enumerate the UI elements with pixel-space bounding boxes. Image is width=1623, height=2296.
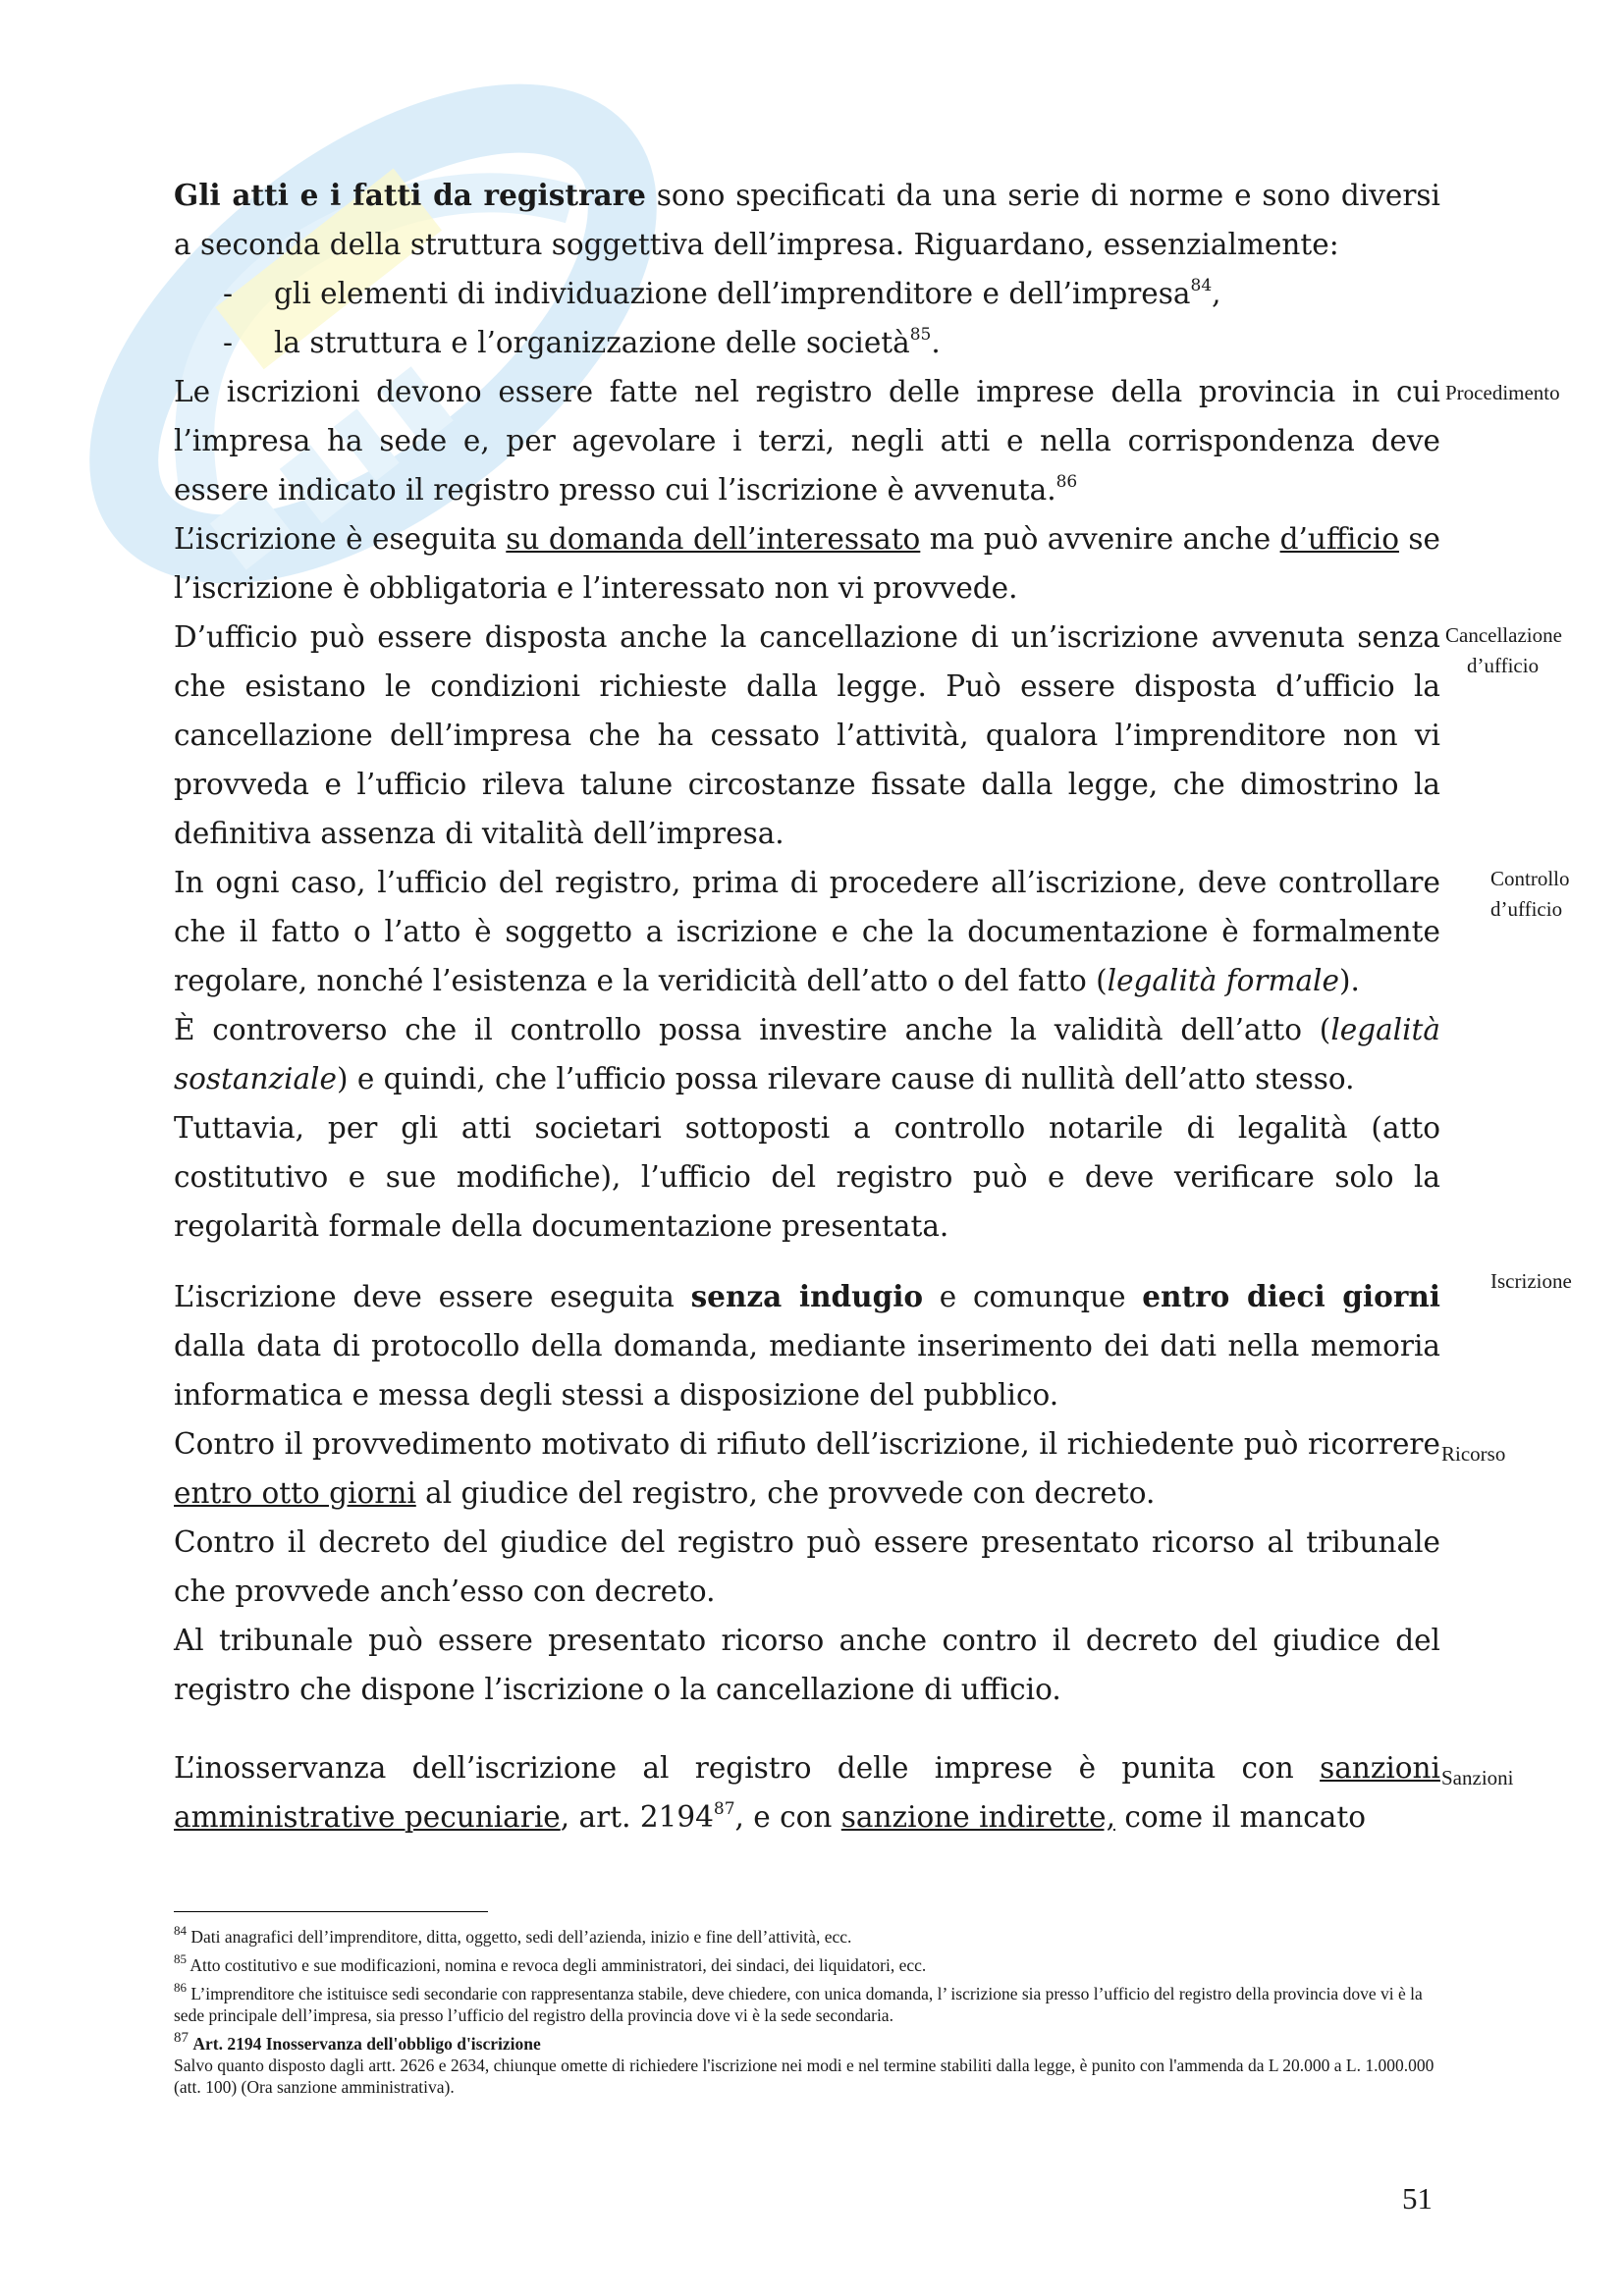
footnote-separator	[174, 1911, 488, 1912]
paragraph-text: L’iscrizione deve essere eseguita	[174, 1280, 691, 1313]
margin-note-sanzioni: Sanzioni	[1441, 1766, 1514, 1789]
margin-note-ricorso: Ricorso	[1441, 1442, 1506, 1466]
paragraph-text: In ogni caso, l’ufficio del registro, prima di procedere all’iscrizione, deve controllare che il fatto o l’atto è soggetto a iscrizione e che la documentazione è formalmente regolare, nonché l’esistenza e la veridicità dell’atto o del fatto (	[174, 866, 1440, 997]
underlined-phrase: su domanda dell’interessato	[506, 522, 921, 556]
paragraph-senza-indugio	[174, 1272, 1440, 1419]
footnote-text: Atto costitutivo e sue modificazioni, nomina e revoca degli amministratori, dei sindaci, dei liquidatori, ecc.	[189, 1955, 927, 1975]
paragraph-controllo	[174, 858, 1440, 1005]
bullet-list	[174, 269, 1440, 367]
margin-note-cancellazione	[1445, 620, 1562, 681]
paragraph-text: ma può avvenire anche	[920, 522, 1280, 556]
paragraph-text: ) e quindi, che l’ufficio possa rilevare cause di nullità dell’atto stesso.	[336, 1062, 1355, 1095]
list-item	[223, 269, 1440, 318]
paragraph-controverso	[174, 1005, 1440, 1103]
paragraph-text: Contro il provvedimento motivato di rifiuto dell’iscrizione, il richiedente può ricorrere	[174, 1427, 1440, 1461]
dash-bullet: -	[223, 277, 233, 310]
footnote-84	[174, 1923, 1440, 1948]
footnote-number: 86	[174, 1980, 187, 1996]
margin-note-procedimento: Procedimento	[1445, 381, 1560, 404]
bold-phrase: entro dieci giorni	[1142, 1279, 1441, 1313]
italic-phrase: legalità formale	[1107, 964, 1339, 997]
footnote-ref-86[interactable]: 86	[1055, 472, 1078, 493]
page-number: 51	[1402, 2181, 1433, 2216]
paragraph-decreto: Contro il decreto del giudice del registro può essere presentato ricorso al tribunale che provvede anch’esso con decreto.	[174, 1525, 1440, 1608]
footnote-number: 87	[174, 2030, 189, 2047]
main-text	[174, 171, 1440, 1842]
paragraph-text: L’iscrizione è eseguita	[174, 522, 507, 556]
margin-note-line: d’ufficio	[1467, 654, 1540, 677]
footnote-number: 85	[174, 1951, 187, 1967]
footnotes	[174, 1923, 1440, 2105]
footnote-ref-84[interactable]: 84	[1190, 276, 1213, 296]
bold-phrase: senza indugio	[690, 1279, 924, 1313]
paragraph-text: al giudice del registro, che provvede con decreto.	[415, 1476, 1156, 1510]
footnote-87-title	[174, 2030, 1440, 2055]
paragraph-text: , e con	[734, 1800, 841, 1834]
paragraph-text: e comunque	[923, 1280, 1143, 1313]
underlined-phrase: sanzione indirette,	[840, 1800, 1115, 1834]
paragraph-domanda	[174, 514, 1440, 613]
paragraph-rifiuto	[174, 1419, 1440, 1518]
paragraph-iscrizioni	[174, 367, 1440, 514]
dash-bullet: -	[223, 326, 233, 359]
paragraph-text: se l’iscrizione è obbligatoria e l’interessato non vi provvede.	[174, 522, 1440, 605]
paragraph-text: ).	[1338, 964, 1360, 997]
paragraph-text: Le iscrizioni devono essere fatte nel registro delle imprese della provincia in cui l’impresa ha sede e, per agevolare i terzi, negli atti e nella corrispondenza deve essere indicato il registro presso cui l’iscrizione è avvenuta.	[174, 375, 1440, 507]
footnote-85	[174, 1951, 1440, 1976]
list-item-text: gli elementi di individuazione dell’imprenditore e dell’impresa	[274, 277, 1191, 310]
footnote-87: Salvo quanto disposto dagli artt. 2626 e 2634, chiunque omette di richiedere l'iscrizione nei modi e nel termine stabiliti dalla legge, è punito con l'ammenda da L 20.000 a L. 1.000.000 (att. 100) (Ora sanzione amministrativa).	[174, 2056, 1434, 2097]
footnote-86	[174, 1980, 1440, 2026]
paragraph-text: dalla data di protocollo della domanda, mediante inserimento dei dati nella memoria informatica e messa degli stessi a disposizione del pubblico.	[174, 1329, 1440, 1412]
footnote-text: Dati anagrafici dell’imprenditore, ditta, oggetto, sedi dell’azienda, inizio e fine dell’attività, ecc.	[190, 1927, 852, 1947]
margin-note-line: d’ufficio	[1490, 897, 1563, 921]
paragraph-text: sono specificati da una serie di norme e sono diversi a seconda della struttura soggettiva dell’impresa. Riguardano, essenzialmente:	[174, 179, 1440, 261]
underlined-phrase: entro otto giorni	[174, 1476, 416, 1510]
paragraph-text: L’inosservanza dell’iscrizione al registro delle imprese è punita con	[174, 1751, 1321, 1785]
paragraph-tribunale: Al tribunale può essere presentato ricorso anche contro il decreto del giudice del registro che dispone l’iscrizione o la cancellazione di ufficio.	[174, 1624, 1440, 1706]
footnote-number: 84	[174, 1923, 187, 1939]
footnote-title: Art. 2194 Inosservanza dell'obbligo d'iscrizione	[192, 2034, 541, 2054]
italic-phrase: legalità sostanziale	[174, 1013, 1440, 1095]
footnote-ref-85[interactable]: 85	[909, 325, 932, 346]
paragraph-text: È controverso che il controllo possa investire anche la validità dell’atto (	[174, 1013, 1331, 1046]
underlined-phrase: sanzioni amministrative pecuniarie	[174, 1751, 1440, 1834]
paragraph-text: come il mancato	[1114, 1800, 1366, 1834]
paragraph-cancellazione: D’ufficio può essere disposta anche la cancellazione di un’iscrizione avvenuta senza che esistano le condizioni richieste dalla legge. Può essere disposta d’ufficio la cancellazione dell’impresa che ha cessato l’attività, qualora l’imprenditore non vi provveda e l’ufficio rileva talune circostanze fissate dalla legge, che dimostrino la definitiva assenza di vitalità dell’impresa.	[174, 620, 1440, 850]
underlined-phrase: d’ufficio	[1279, 522, 1399, 556]
paragraph-tuttavia: Tuttavia, per gli atti societari sottoposti a controllo notarile di legalità (atto costitutivo e sue modifiche), l’ufficio del registro può e deve verificare solo la regolarità formale della documentazione presentata.	[174, 1111, 1440, 1243]
paragraph-sanzioni	[174, 1743, 1440, 1842]
margin-note-line: Controllo	[1490, 867, 1570, 890]
margin-note-line: Cancellazione	[1445, 623, 1562, 647]
list-item-text: la struttura e l’organizzazione delle società	[274, 326, 910, 359]
paragraph-atti-fatti	[174, 171, 1440, 269]
list-item-tail: .	[931, 326, 941, 359]
footnote-ref-87[interactable]: 87	[713, 1799, 735, 1820]
list-item-tail: ,	[1212, 277, 1221, 310]
margin-note-controllo	[1490, 864, 1570, 925]
margin-note-iscrizione: Iscrizione	[1490, 1269, 1572, 1293]
footnote-text: L’imprenditore che istituisce sedi secondarie con rappresentanza stabile, deve chiedere, con unica domanda, l’ iscrizione sia presso l’ufficio del registro della provincia dove vi è la sede principale dell’impresa, sia presso l’ufficio del registro della provincia dove vi è la sede secondaria.	[174, 1984, 1423, 2025]
bold-phrase: Gli atti e i fatti da registrare	[174, 178, 646, 212]
list-item	[223, 318, 1440, 367]
paragraph-text: , art. 2194	[560, 1800, 714, 1834]
